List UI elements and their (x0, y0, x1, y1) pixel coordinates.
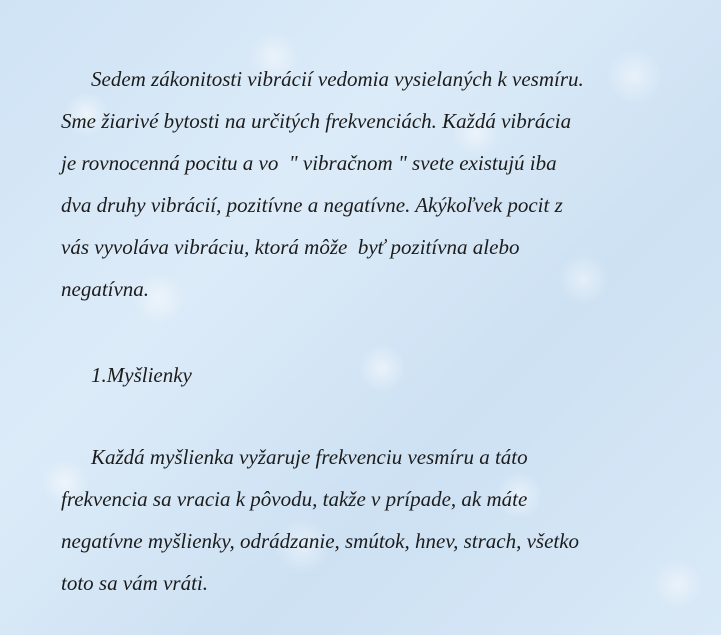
paragraph-line: toto sa vám vráti. (61, 571, 208, 595)
paragraph-line: Sme žiarivé bytosti na určitých frekvenciách. Každá vibrácia (61, 109, 572, 133)
paragraph-line: Sedem zákonitosti vibrácií vedomia vysielaných k vesmíru. (91, 67, 584, 91)
paragraph-line: negatívne myšlienky, odrádzanie, smútok, hnev, strach, všetko (61, 529, 580, 553)
paragraph-line: dva druhy vibrácií, pozitívne a negatívne. Akýkoľvek pocit z (61, 193, 563, 217)
thoughts-paragraph (61, 436, 701, 604)
paragraph-line: vás vyvoláva vibráciu, ktorá môže byť pozitívna alebo (61, 235, 520, 259)
paragraph-line: negatívna. (61, 277, 150, 301)
paragraph-line: frekvencia sa vracia k pôvodu, takže v prípade, ak máte (61, 487, 528, 511)
heading-text: 1.Myšlienky (91, 363, 192, 387)
paragraph-line: je rovnocenná pocitu a vo " vibračnom " svete existujú iba (61, 151, 557, 175)
intro-paragraph (61, 58, 701, 310)
section-heading (61, 354, 701, 396)
paragraph-line: Každá myšlienka vyžaruje frekvenciu vesmíru a táto (91, 445, 528, 469)
